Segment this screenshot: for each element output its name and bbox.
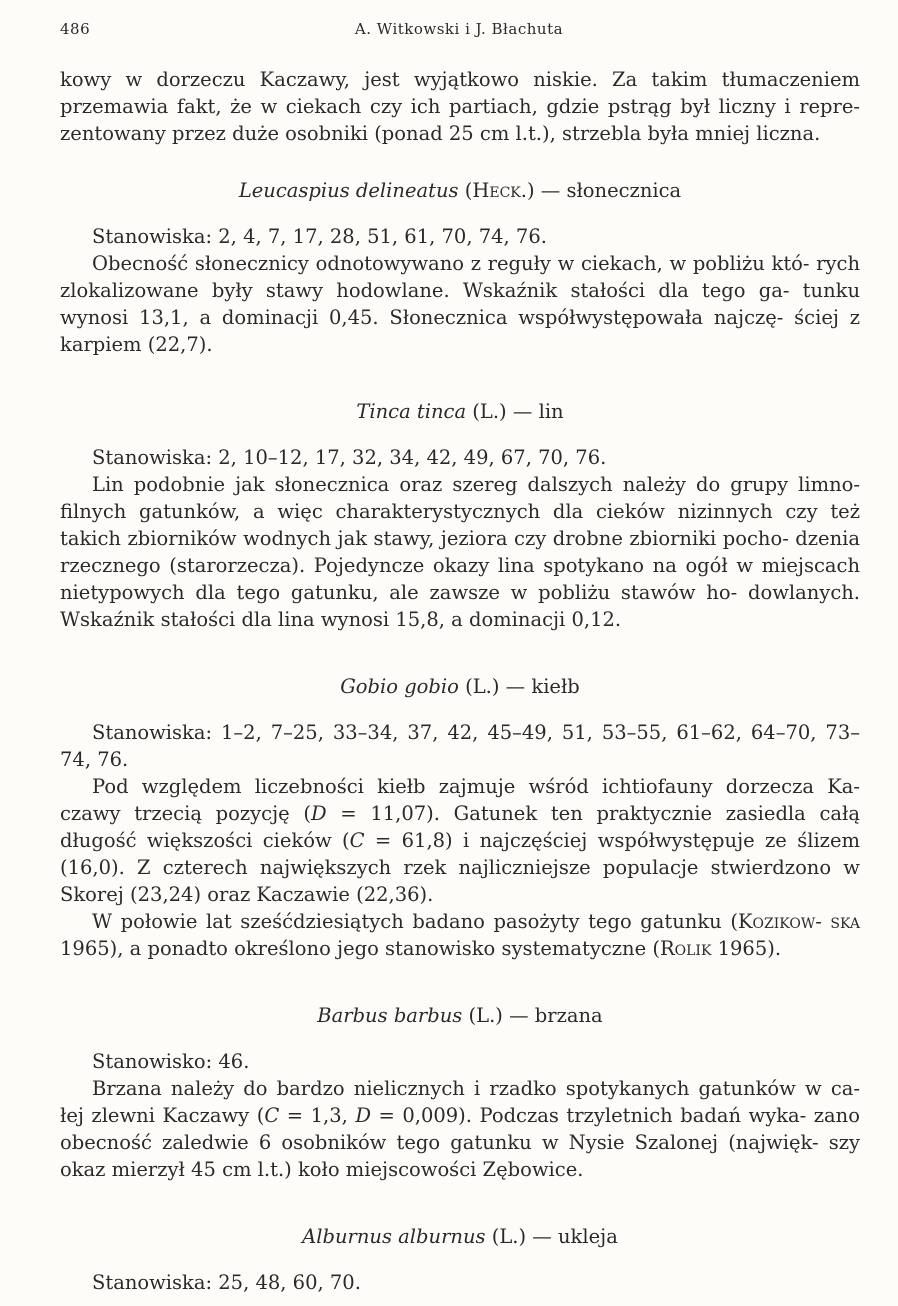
dash: — <box>532 1225 552 1248</box>
species-common-name: kiełb <box>531 675 580 698</box>
species-author: (L.) <box>472 400 507 423</box>
species-paragraph: Pod względem liczebności kiełb zajmuje wśród ichtiofauny dorzecza Ka- czawy trzecią pozycję (D = 11,07). Gatunek ten praktycznie zasiedla całą długość większości cieków (C = 61,8) i najczęściej współwystępuje ze ślizem (16,0). Z czterech największych rzek najliczniejsze populacje stwierdzono w Skorej (23,24) oraz Kaczawie (22,36). <box>60 775 860 906</box>
stations-line: Stanowiska: 1–2, 7–25, 33–34, 37, 42, 45–49, 51, 53–55, 61–62, 64–70, 73–74, 76. <box>60 721 860 771</box>
stations-line: Stanowiska: 2, 4, 7, 17, 28, 51, 61, 70, 74, 76. <box>92 225 547 248</box>
dash: — <box>512 400 533 423</box>
species-heading <box>60 398 860 425</box>
species-author: Heck. <box>472 179 527 202</box>
species-paragraph: Brzana należy do bardzo nielicznych i rzadko spotykanych gatunków w ca- łej zlewni Kaczawy (C = 1,3, D = 0,009). Podczas trzyletnich badań wyka- zano obecność zaledwie 6 osobników tego gatunku w Nysie Szalonej (najwięk- szy okaz mierzył 45 cm l.t.) koło miejscowości Zębowice. <box>60 1077 860 1181</box>
species-common-name: słonecznica <box>566 179 682 202</box>
species-author: (L.) <box>465 675 500 698</box>
species-latin-name: Alburnus alburnus <box>302 1225 486 1248</box>
species-heading <box>60 1002 860 1029</box>
intro-line: przemawia fakt, że w ciekach czy ich partiach, gdzie pstrąg był liczny i repre- <box>60 95 860 118</box>
stations-line: Stanowisko: 46. <box>92 1050 250 1073</box>
page-header <box>60 20 858 50</box>
species-common-name: ukleja <box>558 1225 618 1248</box>
dash: — <box>505 675 526 698</box>
species-latin-name: Gobio gobio <box>340 675 459 698</box>
species-common-name: lin <box>538 400 564 423</box>
species-heading <box>60 673 860 700</box>
stations-line: Stanowiska: 2, 10–12, 17, 32, 34, 42, 49, 67, 70, 76. <box>92 446 607 469</box>
species-latin-name: Tinca tinca <box>356 400 467 423</box>
species-heading: Leucaspius delineatus (Heck.) — słonecznica <box>238 179 682 202</box>
intro-paragraph <box>60 66 860 147</box>
citation-author: Rolik <box>659 937 712 960</box>
species-latin-name: Barbus barbus <box>317 1004 463 1027</box>
species-author: (L.) <box>491 1225 527 1248</box>
species-paragraph: Obecność słonecznicy odnotowywano z reguły w ciekach, w pobliżu któ- rych zlokalizowane były stawy hodowlane. Wskaźnik stałości dla tego ga- tunku wynosi 13,1, a dominacji 0,45. Słonecznica współwystępowała najczę- ściej z karpiem (22,7). <box>60 252 860 356</box>
dash: — <box>509 1004 529 1027</box>
species-paragraph: W połowie lat sześćdziesiątych badano pasożyty tego gatunku (Kozikow- ska 1965), a ponadto określono jego stanowisko systematyczne (Rolik 1965). <box>60 910 860 960</box>
species-latin-name: Leucaspius delineatus <box>238 179 459 202</box>
stations-line: Stanowiska: 25, 48, 60, 70. <box>92 1271 361 1294</box>
running-head: A. Witkowski i J. Błachuta <box>354 20 564 38</box>
page-number: 486 <box>60 20 91 38</box>
citation-author: Kozikow- ska <box>737 910 860 933</box>
article-body <box>60 66 860 1296</box>
dash: — <box>540 179 561 202</box>
species-common-name: brzana <box>534 1004 603 1027</box>
intro-line: kowy w dorzeczu Kaczawy, jest wyjątkowo niskie. Za takim tłumaczeniem <box>60 68 860 91</box>
species-heading <box>60 1223 860 1250</box>
intro-line: zentowany przez duże osobniki (ponad 25 cm l.t.), strzebla była mniej liczna. <box>60 122 821 145</box>
species-paragraph: Lin podobnie jak słonecznica oraz szereg dalszych należy do grupy limno- filnych gatunków, a więc charakterystycznych dla cieków nizinnych czy też takich zbiorników wodnych jak stawy, jeziora czy drobne zbiorniki pocho- dzenia rzecznego (starorzecza). Pojedyncze okazy lina spotykano na ogół w miejscach nietypowych dla tego gatunku, ale zawsze w pobliżu stawów ho- dowlanych. Wskaźnik stałości dla lina wynosi 15,8, a dominacji 0,12. <box>60 473 860 631</box>
species-author: (L.) <box>468 1004 503 1027</box>
